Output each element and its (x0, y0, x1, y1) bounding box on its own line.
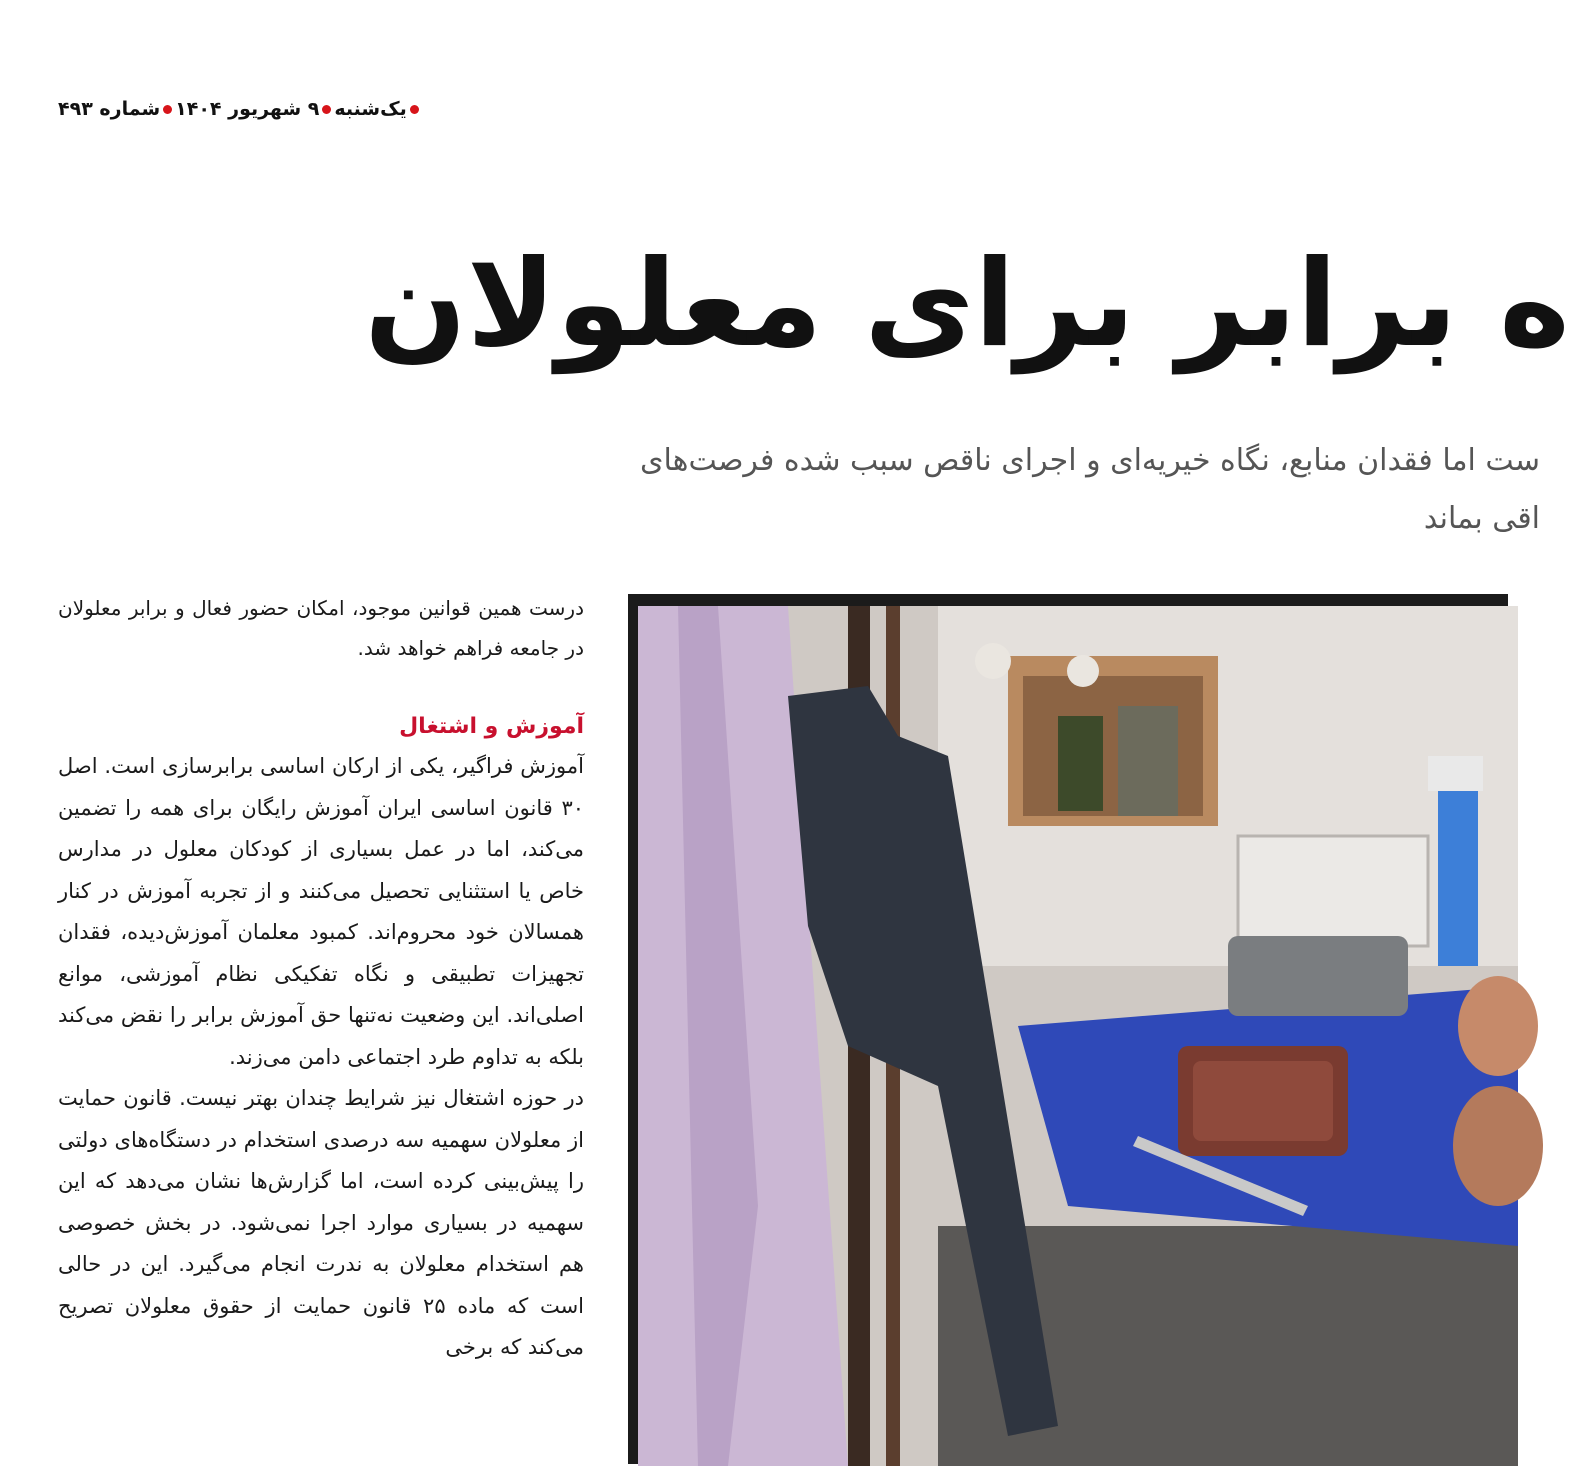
section-title: آموزش و اشتغال (399, 714, 584, 739)
article-paragraph-3: در حوزه اشتغال نیز شرایط چندان بهتر نیست. قانون حمایت از معلولان سهمیه سه درصدی استخدام در دستگاه‌های دولتی را پیش‌بینی کرده است، اما گزارش‌ها نشان می‌دهد که این سهمیه در بسیاری موارد اجرا نمی‌شود. در بخش خصوصی هم استخدام معلولان به ندرت انجام می‌گیرد. این در حالی است که ماده ۲۵ قانون حمایت از حقوق معلولان تصریح می‌کند که برخی (58, 1086, 584, 1359)
workshop-photo-illustration (638, 606, 1518, 1466)
masthead-day: یک‌شنبه (334, 98, 407, 120)
masthead-issue: شماره ۴۹۳ (58, 98, 161, 120)
article-photo (628, 594, 1508, 1464)
red-dot-icon (163, 105, 172, 114)
masthead-date: ۹ شهریور ۱۴۰۴ (175, 98, 320, 120)
article-paragraph-2: آموزش فراگیر، یکی از ارکان اساسی برابرسازی است. اصل ۳۰ قانون اساسی ایران آموزش رایگان برای همه را تضمین می‌کند، اما در عمل بسیاری از کودکان معلول در مدارس خاص یا استثنایی تحصیل می‌کنند و از تجربه آموزش در کنار همسالان خود محروم‌اند. کمبود معلمان آموزش‌دیده، فقدان تجهیزات تطبیقی و نگاه تفکیکی نظام آموزشی، موانع اصلی‌اند. این وضعیت نه‌تنها حق آموزش برابر را نقض می‌کند بلکه به تداوم طرد اجتماعی دامن می‌زند. (58, 754, 584, 1069)
article-column (58, 588, 584, 1369)
red-dot-icon (410, 105, 419, 114)
article-paragraph-1: درست همین قوانین موجود، امکان حضور فعال و برابر معلولان در جامعه فراهم خواهد شد. (58, 596, 584, 660)
subhead-line-1: ست اما فقدان منابع، نگاه خیریه‌ای و اجرای ناقص سبب شده فرصت‌های (640, 443, 1540, 478)
headline: ه برابر برای معلولان (364, 235, 1570, 374)
subhead-line-2: اقی بماند (1423, 501, 1540, 536)
red-dot-icon (322, 105, 331, 114)
subhead (440, 432, 1540, 548)
masthead (58, 98, 422, 120)
